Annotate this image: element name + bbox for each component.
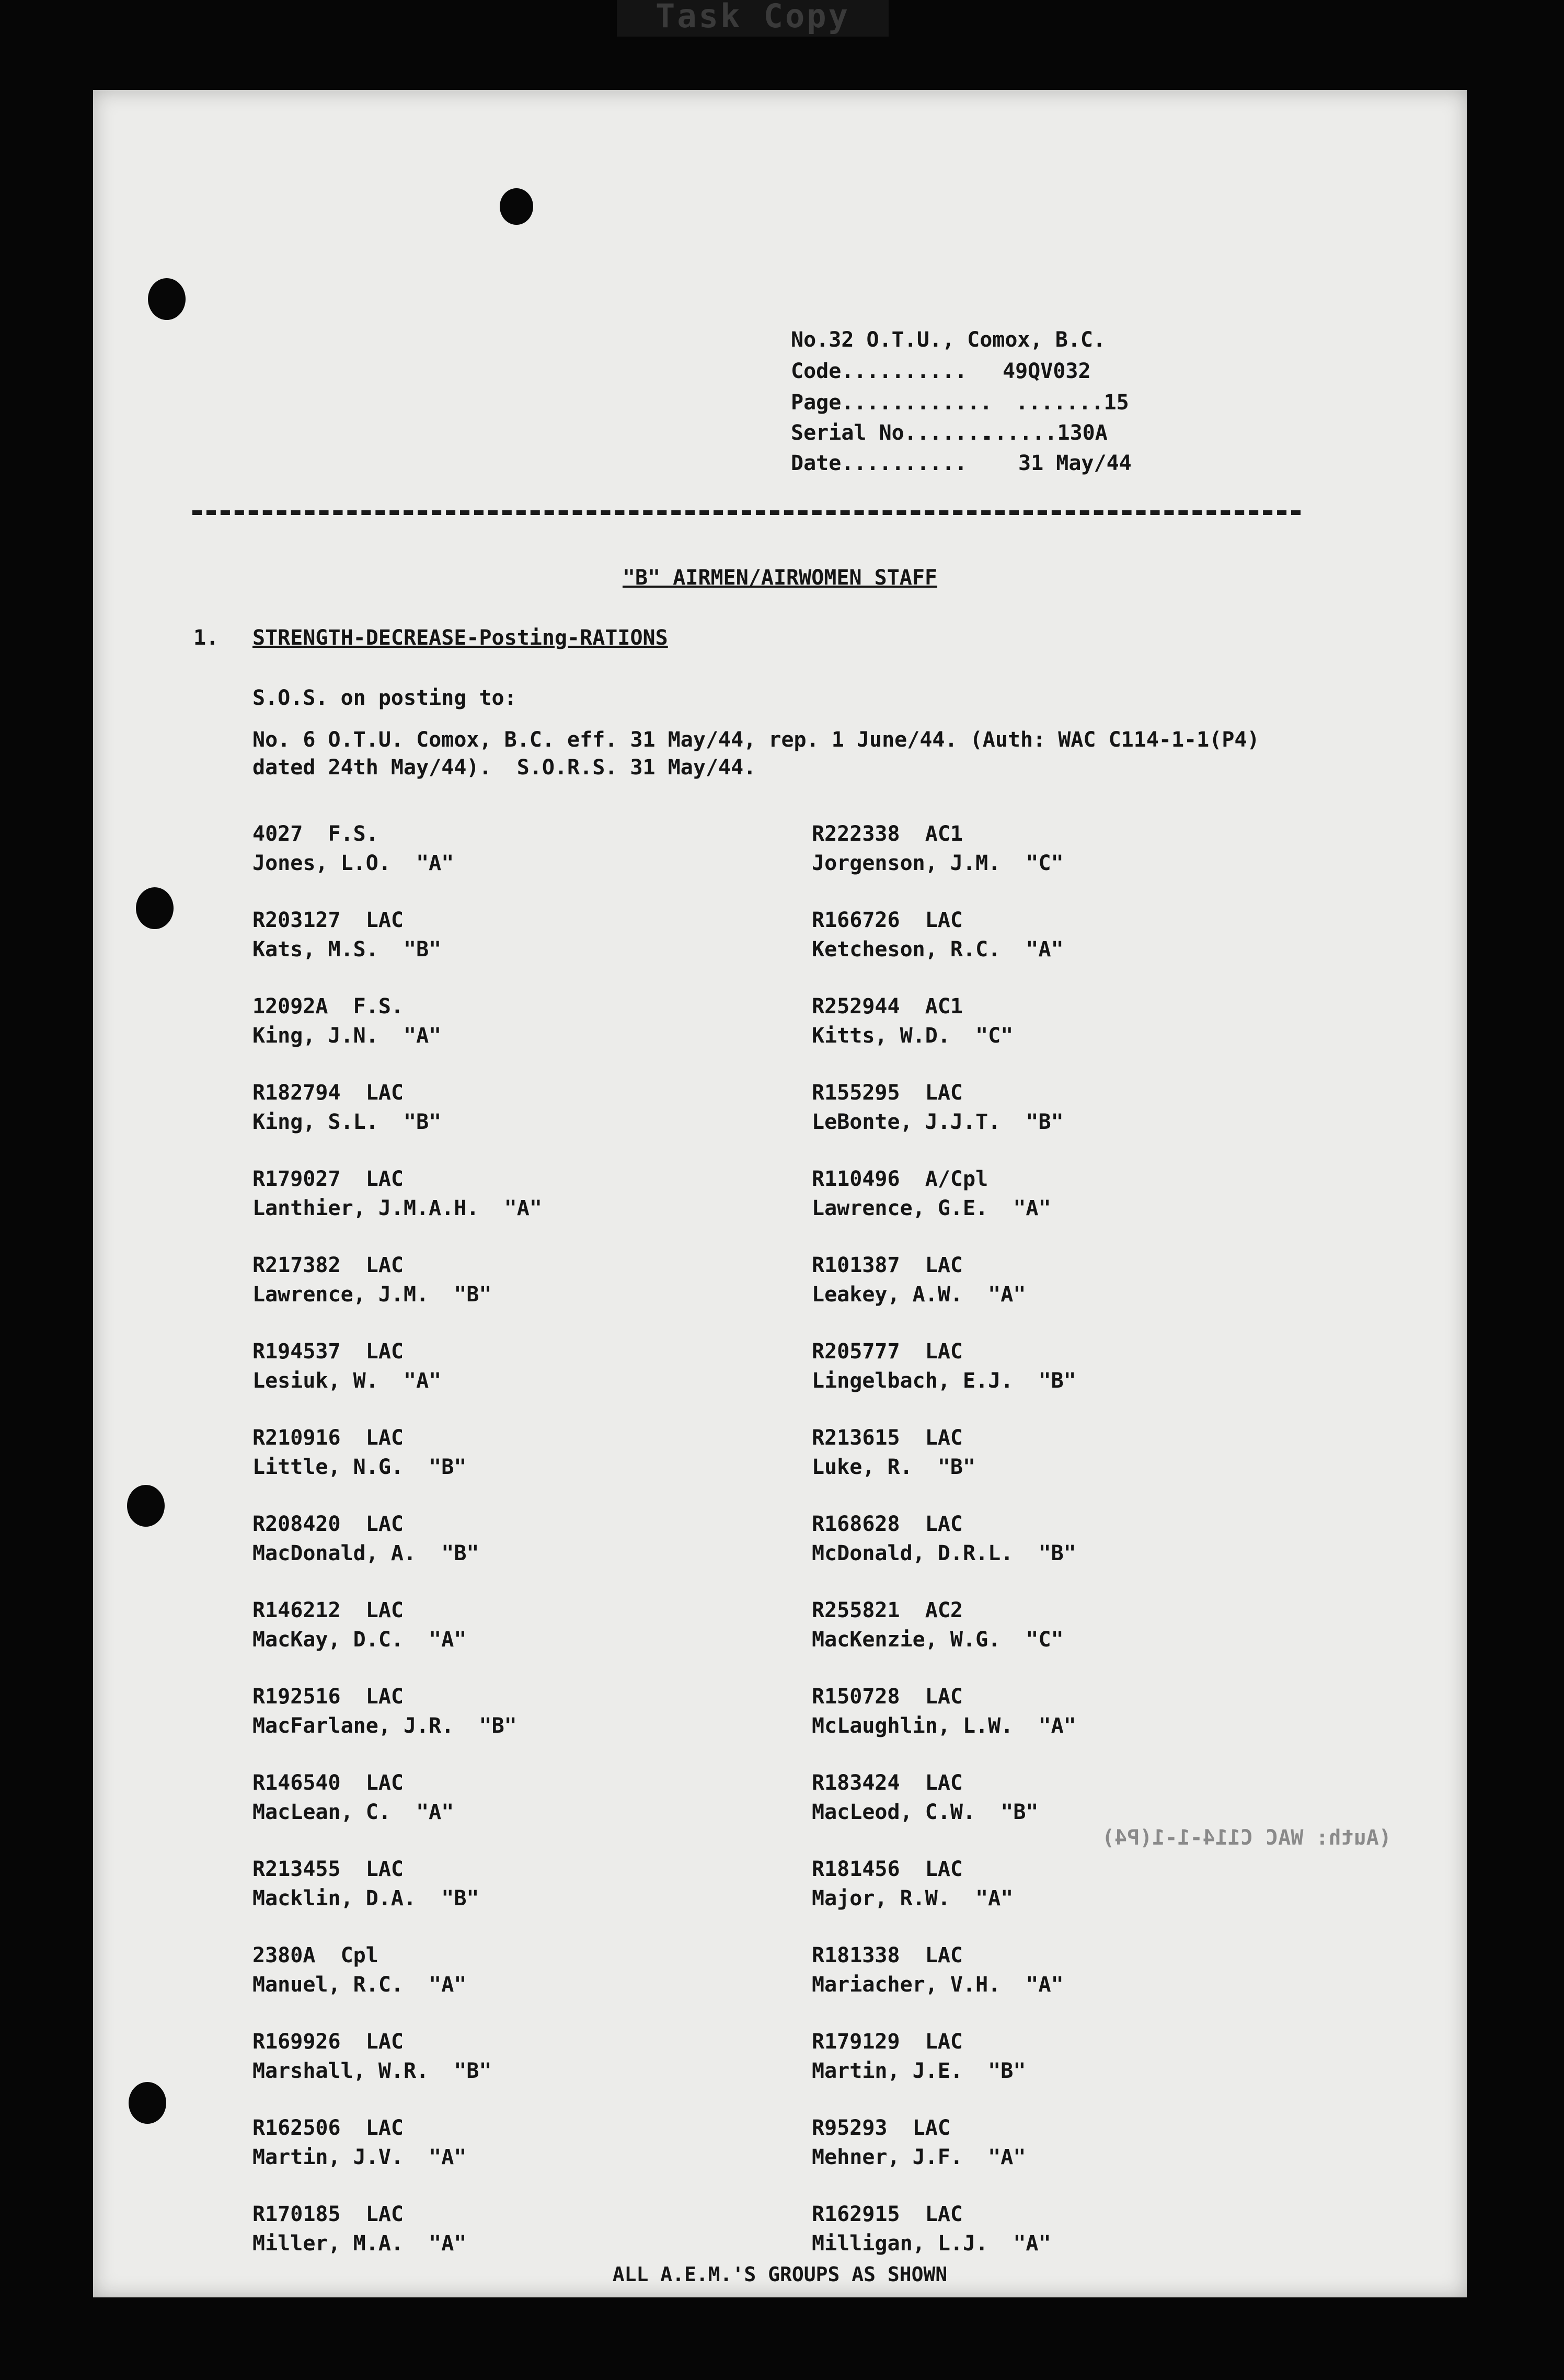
group-code: "A" bbox=[504, 1196, 542, 1220]
service-number: R203127 bbox=[252, 908, 341, 932]
personnel-entry bbox=[252, 992, 441, 1050]
document-page bbox=[93, 90, 1467, 2297]
rank: LAC bbox=[365, 2030, 404, 2054]
person-name: Little, N.G. bbox=[252, 1455, 404, 1479]
personnel-entry bbox=[252, 906, 441, 964]
person-name: Kitts, W.D. bbox=[812, 1024, 950, 1048]
group-code: "A" bbox=[429, 1628, 467, 1652]
person-name: McDonald, D.R.L. bbox=[812, 1541, 1014, 1565]
group-code: "A" bbox=[429, 2145, 467, 2169]
rank: LAC bbox=[365, 1512, 404, 1536]
group-code: "A" bbox=[404, 1024, 442, 1048]
group-code: "B" bbox=[988, 2059, 1026, 2083]
rank: A/Cpl bbox=[925, 1167, 988, 1191]
service-number: R255821 bbox=[812, 1598, 900, 1622]
header-divider bbox=[192, 510, 1301, 515]
service-number: R181456 bbox=[812, 1857, 900, 1881]
rank: LAC bbox=[925, 908, 963, 932]
personnel-entry bbox=[252, 1941, 466, 1999]
personnel-entry bbox=[812, 2113, 1026, 2172]
personnel-entry bbox=[812, 819, 1064, 878]
copy-stamp: Task Copy bbox=[617, 0, 889, 37]
service-number: R110496 bbox=[812, 1167, 900, 1191]
group-code: "C" bbox=[975, 1024, 1014, 1048]
service-number: R150728 bbox=[812, 1685, 900, 1709]
person-name: Lanthier, J.M.A.H. bbox=[252, 1196, 479, 1220]
rank: LAC bbox=[925, 1426, 963, 1450]
service-number: R168628 bbox=[812, 1512, 900, 1536]
person-name: Mariacher, V.H. bbox=[812, 1973, 1001, 1997]
bleed-through-text: (Auth: WAC C114-1-1(P4) bbox=[1102, 1826, 1392, 1850]
group-code: "B" bbox=[441, 1886, 479, 1910]
service-number: R166726 bbox=[812, 908, 900, 932]
personnel-entry bbox=[252, 819, 454, 878]
service-number: R252944 bbox=[812, 994, 900, 1019]
group-code: "A" bbox=[988, 1283, 1026, 1307]
service-number: 4027 bbox=[252, 822, 303, 846]
person-name: MacLean, C. bbox=[252, 1800, 391, 1824]
personnel-entry bbox=[252, 1855, 479, 1913]
service-number: R183424 bbox=[812, 1771, 900, 1795]
service-number: R181338 bbox=[812, 1943, 900, 1967]
personnel-entry bbox=[252, 1509, 479, 1568]
person-name: Martin, J.E. bbox=[812, 2059, 963, 2083]
group-code: "A" bbox=[1038, 1714, 1076, 1738]
rank: F.S. bbox=[353, 994, 404, 1019]
group-code: "A" bbox=[975, 1886, 1014, 1910]
person-name: King, S.L. bbox=[252, 1110, 378, 1134]
personnel-entry bbox=[812, 1768, 1039, 1827]
person-name: Major, R.W. bbox=[812, 1886, 950, 1910]
rank: LAC bbox=[365, 1081, 404, 1105]
group-code: "A" bbox=[1026, 1973, 1064, 1997]
person-name: Ketcheson, R.C. bbox=[812, 937, 1001, 962]
rank: LAC bbox=[925, 1943, 963, 1967]
header-date-value: 31 May/44 bbox=[1018, 451, 1132, 475]
rank: LAC bbox=[925, 2030, 963, 2054]
person-name: Marshall, W.R. bbox=[252, 2059, 429, 2083]
group-code: "C" bbox=[1026, 851, 1064, 875]
rank: LAC bbox=[365, 1771, 404, 1795]
person-name: MacFarlane, J.R. bbox=[252, 1714, 454, 1738]
group-code: "A" bbox=[1026, 937, 1064, 962]
person-name: Leakey, A.W. bbox=[812, 1283, 963, 1307]
service-number: R210916 bbox=[252, 1426, 341, 1450]
personnel-entry bbox=[252, 1337, 441, 1395]
rank: Cpl bbox=[340, 1943, 378, 1967]
personnel-entry bbox=[252, 1251, 492, 1309]
service-number: R192516 bbox=[252, 1685, 341, 1709]
personnel-entry bbox=[252, 1423, 466, 1482]
group-code: "B" bbox=[404, 1110, 442, 1134]
person-name: Lawrence, G.E. bbox=[812, 1196, 988, 1220]
rank: LAC bbox=[365, 2202, 404, 2226]
person-name: MacLeod, C.W. bbox=[812, 1800, 976, 1824]
service-number: R179027 bbox=[252, 1167, 341, 1191]
group-code: "A" bbox=[429, 1973, 467, 1997]
header-code-label: Code.......... bbox=[791, 359, 968, 383]
personnel-entry bbox=[812, 906, 1064, 964]
group-code: "B" bbox=[1038, 1541, 1076, 1565]
rank: LAC bbox=[912, 2116, 950, 2140]
personnel-entry bbox=[812, 1078, 1064, 1137]
person-name: Jones, L.O. bbox=[252, 851, 391, 875]
personnel-entry bbox=[252, 1078, 441, 1137]
service-number: R194537 bbox=[252, 1340, 341, 1364]
person-name: Macklin, D.A. bbox=[252, 1886, 417, 1910]
rank: LAC bbox=[365, 1857, 404, 1881]
header-page-value: .......15 bbox=[1016, 391, 1129, 415]
rank: LAC bbox=[925, 1340, 963, 1364]
rank: LAC bbox=[925, 2202, 963, 2226]
group-code: "B" bbox=[937, 1455, 976, 1479]
personnel-entry bbox=[252, 2200, 466, 2258]
service-number: R217382 bbox=[252, 1253, 341, 1277]
personnel-entry bbox=[252, 1164, 542, 1223]
group-code: "A" bbox=[416, 851, 454, 875]
person-name: MacDonald, A. bbox=[252, 1541, 417, 1565]
rank: LAC bbox=[365, 1598, 404, 1622]
rank: LAC bbox=[365, 1426, 404, 1450]
service-number: R162506 bbox=[252, 2116, 341, 2140]
personnel-entry bbox=[812, 1337, 1076, 1395]
personnel-entry bbox=[252, 2027, 492, 2086]
person-name: Lingelbach, E.J. bbox=[812, 1369, 1014, 1393]
person-name: Miller, M.A. bbox=[252, 2232, 404, 2256]
personnel-entry bbox=[252, 1682, 517, 1741]
punch-hole bbox=[127, 1485, 165, 1527]
rank: LAC bbox=[925, 1685, 963, 1709]
personnel-entry bbox=[812, 1855, 1013, 1913]
punch-hole bbox=[500, 188, 533, 225]
rank: LAC bbox=[365, 1340, 404, 1364]
group-code: "B" bbox=[479, 1714, 517, 1738]
rank: LAC bbox=[365, 2116, 404, 2140]
person-name: Lawrence, J.M. bbox=[252, 1283, 429, 1307]
header-page-label: Page............ bbox=[791, 391, 1005, 415]
person-name: Jorgenson, J.M. bbox=[812, 851, 1001, 875]
person-name: Lesiuk, W. bbox=[252, 1369, 378, 1393]
service-number: R213455 bbox=[252, 1857, 341, 1881]
service-number: R146540 bbox=[252, 1771, 341, 1795]
service-number: R169926 bbox=[252, 2030, 341, 2054]
header-code-value: 49QV032 bbox=[1003, 359, 1091, 383]
group-code: "A" bbox=[429, 2232, 467, 2256]
header-date-label: Date.......... bbox=[791, 451, 968, 475]
person-name: Milligan, L.J. bbox=[812, 2232, 988, 2256]
service-number: R179129 bbox=[812, 2030, 900, 2054]
group-code: "B" bbox=[1038, 1369, 1076, 1393]
sos-line: S.O.S. on posting to: bbox=[252, 686, 517, 710]
personnel-entry bbox=[252, 1768, 454, 1827]
personnel-entry bbox=[812, 1941, 1064, 1999]
person-name: McLaughlin, L.W. bbox=[812, 1714, 1014, 1738]
header-unit: No.32 O.T.U., Comox, B.C. bbox=[791, 328, 1106, 352]
rank: LAC bbox=[925, 1512, 963, 1536]
group-code: "A" bbox=[988, 2145, 1026, 2169]
service-number: R146212 bbox=[252, 1598, 341, 1622]
rank: LAC bbox=[365, 1685, 404, 1709]
posting-detail-line-2: dated 24th May/44). S.O.R.S. 31 May/44. bbox=[252, 756, 756, 780]
group-code: "B" bbox=[454, 1283, 492, 1307]
punch-hole bbox=[136, 887, 174, 929]
personnel-entry bbox=[812, 1682, 1076, 1741]
group-code: "A" bbox=[1013, 2232, 1051, 2256]
personnel-entry bbox=[812, 1251, 1026, 1309]
group-code: "B" bbox=[429, 1455, 467, 1479]
personnel-entry bbox=[812, 2027, 1026, 2086]
service-number: R213615 bbox=[812, 1426, 900, 1450]
group-code: "B" bbox=[441, 1541, 479, 1565]
group-code: "A" bbox=[404, 1369, 442, 1393]
group-code: "B" bbox=[404, 937, 442, 962]
group-code: "B" bbox=[1000, 1800, 1039, 1824]
personnel-entry bbox=[812, 1164, 1051, 1223]
group-code: "C" bbox=[1026, 1628, 1064, 1652]
rank: LAC bbox=[365, 1167, 404, 1191]
service-number: R222338 bbox=[812, 822, 900, 846]
rank: LAC bbox=[925, 1253, 963, 1277]
person-name: MacKay, D.C. bbox=[252, 1628, 404, 1652]
punch-hole bbox=[148, 278, 186, 320]
person-name: LeBonte, J.J.T. bbox=[812, 1110, 1001, 1134]
service-number: R162915 bbox=[812, 2202, 900, 2226]
punch-hole bbox=[129, 2082, 166, 2124]
personnel-entry bbox=[252, 2113, 466, 2172]
section-heading: STRENGTH-DECREASE-Posting-RATIONS bbox=[252, 626, 668, 650]
service-number: R208420 bbox=[252, 1512, 341, 1536]
personnel-entry bbox=[812, 992, 1013, 1050]
personnel-entry bbox=[812, 1423, 975, 1482]
person-name: MacKenzie, W.G. bbox=[812, 1628, 1001, 1652]
service-number: R182794 bbox=[252, 1081, 341, 1105]
rank: AC1 bbox=[925, 994, 963, 1019]
person-name: Manuel, R.C. bbox=[252, 1973, 404, 1997]
header-serial-label: Serial No....... bbox=[791, 421, 993, 445]
service-number: 12092A bbox=[252, 994, 328, 1019]
personnel-entry bbox=[812, 2200, 1051, 2258]
service-number: R95293 bbox=[812, 2116, 888, 2140]
service-number: R170185 bbox=[252, 2202, 341, 2226]
service-number: R205777 bbox=[812, 1340, 900, 1364]
rank: LAC bbox=[925, 1857, 963, 1881]
rank: F.S. bbox=[328, 822, 378, 846]
footer-note: ALL A.E.M.'S GROUPS AS SHOWN bbox=[612, 2263, 948, 2286]
person-name: King, J.N. bbox=[252, 1024, 378, 1048]
group-code: "A" bbox=[416, 1800, 454, 1824]
rank: LAC bbox=[925, 1771, 963, 1795]
rank: AC1 bbox=[925, 822, 963, 846]
service-number: 2380A bbox=[252, 1943, 316, 1967]
rank: LAC bbox=[365, 1253, 404, 1277]
group-code: "B" bbox=[1026, 1110, 1064, 1134]
person-name: Kats, M.S. bbox=[252, 937, 378, 962]
person-name: Luke, R. bbox=[812, 1455, 913, 1479]
group-code: "B" bbox=[454, 2059, 492, 2083]
service-number: R155295 bbox=[812, 1081, 900, 1105]
rank: LAC bbox=[365, 908, 404, 932]
group-code: "A" bbox=[1013, 1196, 1051, 1220]
personnel-entry bbox=[252, 1596, 466, 1654]
personnel-entry bbox=[812, 1596, 1064, 1654]
document-title: "B" AIRMEN/AIRWOMEN STAFF bbox=[622, 566, 938, 590]
header-serial-value: ......130A bbox=[982, 421, 1108, 445]
person-name: Martin, J.V. bbox=[252, 2145, 404, 2169]
posting-detail-line-1: No. 6 O.T.U. Comox, B.C. eff. 31 May/44, rep. 1 June/44. (Auth: WAC C114-1-1(P4) bbox=[252, 728, 1260, 752]
section-number: 1. bbox=[193, 626, 219, 650]
service-number: R101387 bbox=[812, 1253, 900, 1277]
rank: AC2 bbox=[925, 1598, 963, 1622]
personnel-entry bbox=[812, 1509, 1076, 1568]
person-name: Mehner, J.F. bbox=[812, 2145, 963, 2169]
rank: LAC bbox=[925, 1081, 963, 1105]
